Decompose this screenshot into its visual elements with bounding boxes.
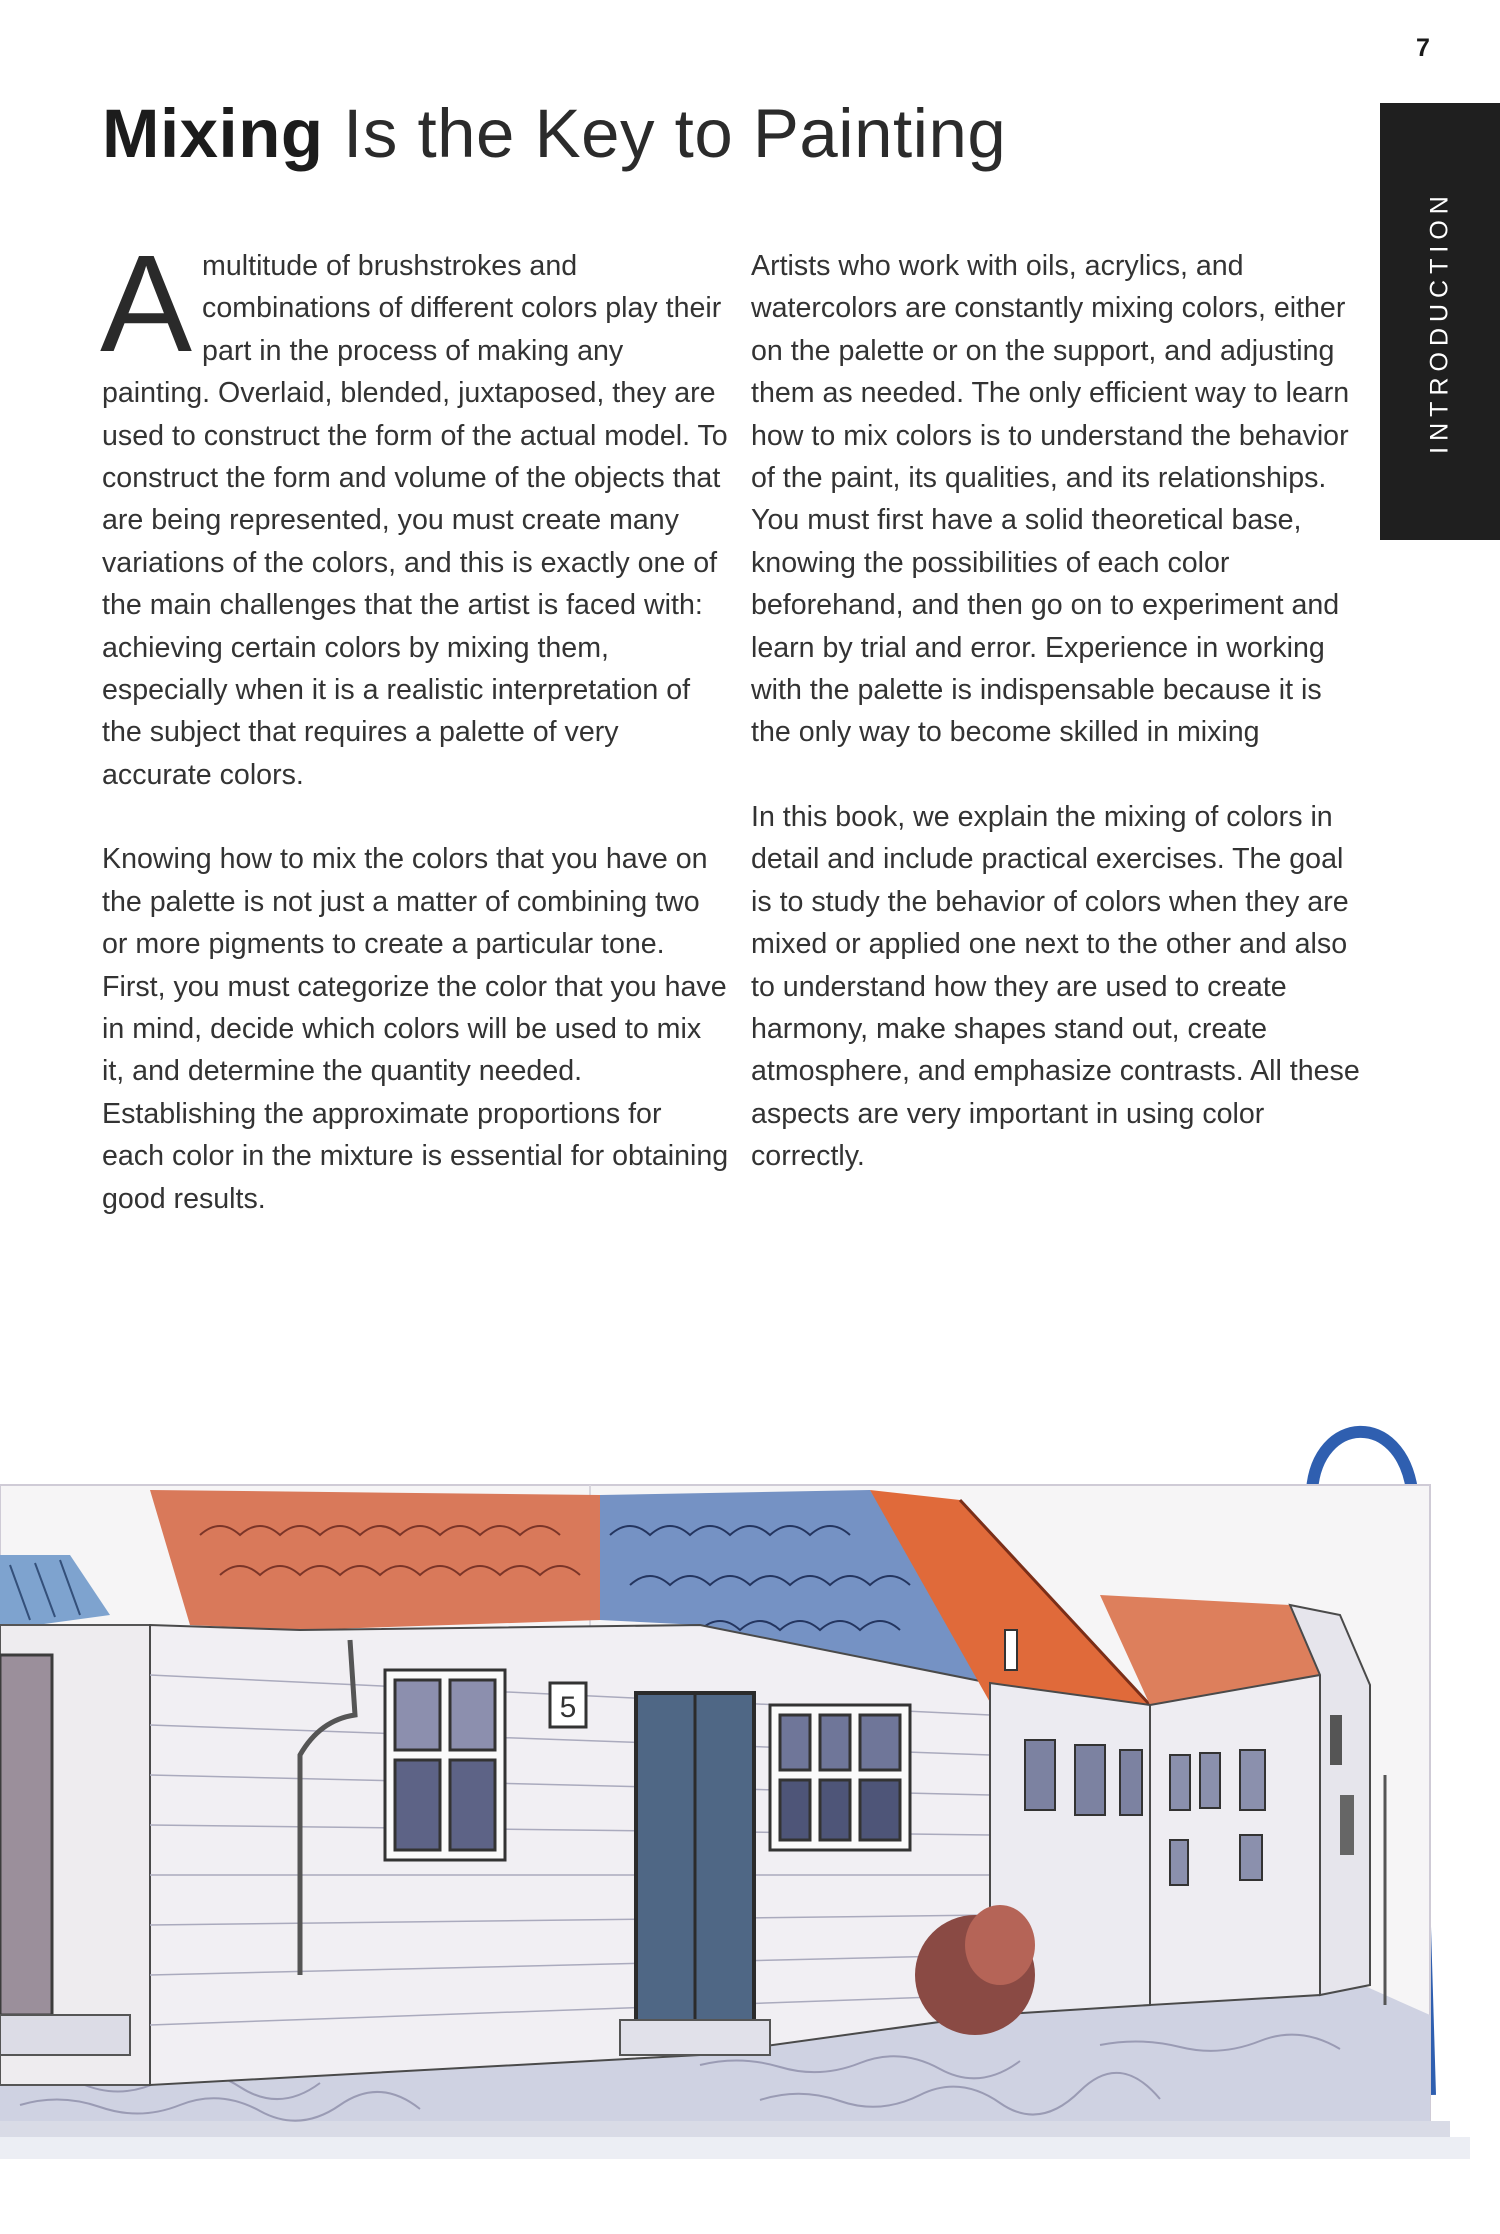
title-rest: Is the Key to Painting <box>323 95 1007 172</box>
house-number: 5 <box>559 1691 577 1724</box>
paragraph-text: multitude of brushstrokes and combinations of different colors play their part in the process of making any painting. Overlaid, blended, juxtaposed, they are used to construct the form of the actual model. To construct the form and volume of the objects that are being represented, you must create many variations of the colors, and this is exactly one of the main challenges that the artist is faced with: achieving certain colors by mixing them, especially when it is a realistic interpretation of the subject that requires a palette of very accurate colors. <box>102 250 728 791</box>
paragraph <box>100 227 730 796</box>
section-tab <box>1380 103 1500 540</box>
paragraph: Knowing how to mix the colors that you have on the palette is not just a matter of combining two or more pigments to create a particular tone. First, you must categorize the color that you have in mind, decide which colors will be used to mix it, and determine the quantity needed. Establishing the approximate proportions for each color in the mixture is essential for obtaining good results. <box>102 843 729 1215</box>
ribbon-bookmark <box>1312 1432 1412 1490</box>
section-tab-label: INTRODUCTION <box>1425 190 1454 454</box>
page-number: 7 <box>1416 34 1430 62</box>
paragraph: In this book, we explain the mixing of colors in detail and include practical exercises. The goal is to study the behavior of colors when they are mixed or applied one next to the other and also to understand how they are used to create harmony, make shapes stand out, create atmosphere, and emphasize contrasts. All these aspects are very important in using color correctly. <box>751 800 1360 1173</box>
page-title <box>102 94 1006 173</box>
left-column <box>100 227 730 1262</box>
red-tile-roof <box>150 1490 600 1630</box>
left-house-door <box>0 1655 52 2015</box>
paragraph: Artists who work with oils, acrylics, and watercolors are constantly mixing colors, either on the palette or on the support, and adjusting them as needed. The only efficient way to learn how to mix colors is to understand the behavior of the paint, its qualities, and its relationships. You must first have a solid theoretical base, knowing the possibilities of each color beforehand, and then go on to experiment and learn by trial and error. Experience in working with the palette is indispensable because it is the only way to become skilled in mixing <box>751 250 1350 749</box>
window <box>770 1705 910 1850</box>
sketchbook-illustration <box>0 1415 1500 2234</box>
window <box>385 1670 505 1860</box>
drop-cap: A <box>100 227 193 381</box>
title-bold-word: Mixing <box>102 95 324 172</box>
right-column <box>751 245 1361 1220</box>
